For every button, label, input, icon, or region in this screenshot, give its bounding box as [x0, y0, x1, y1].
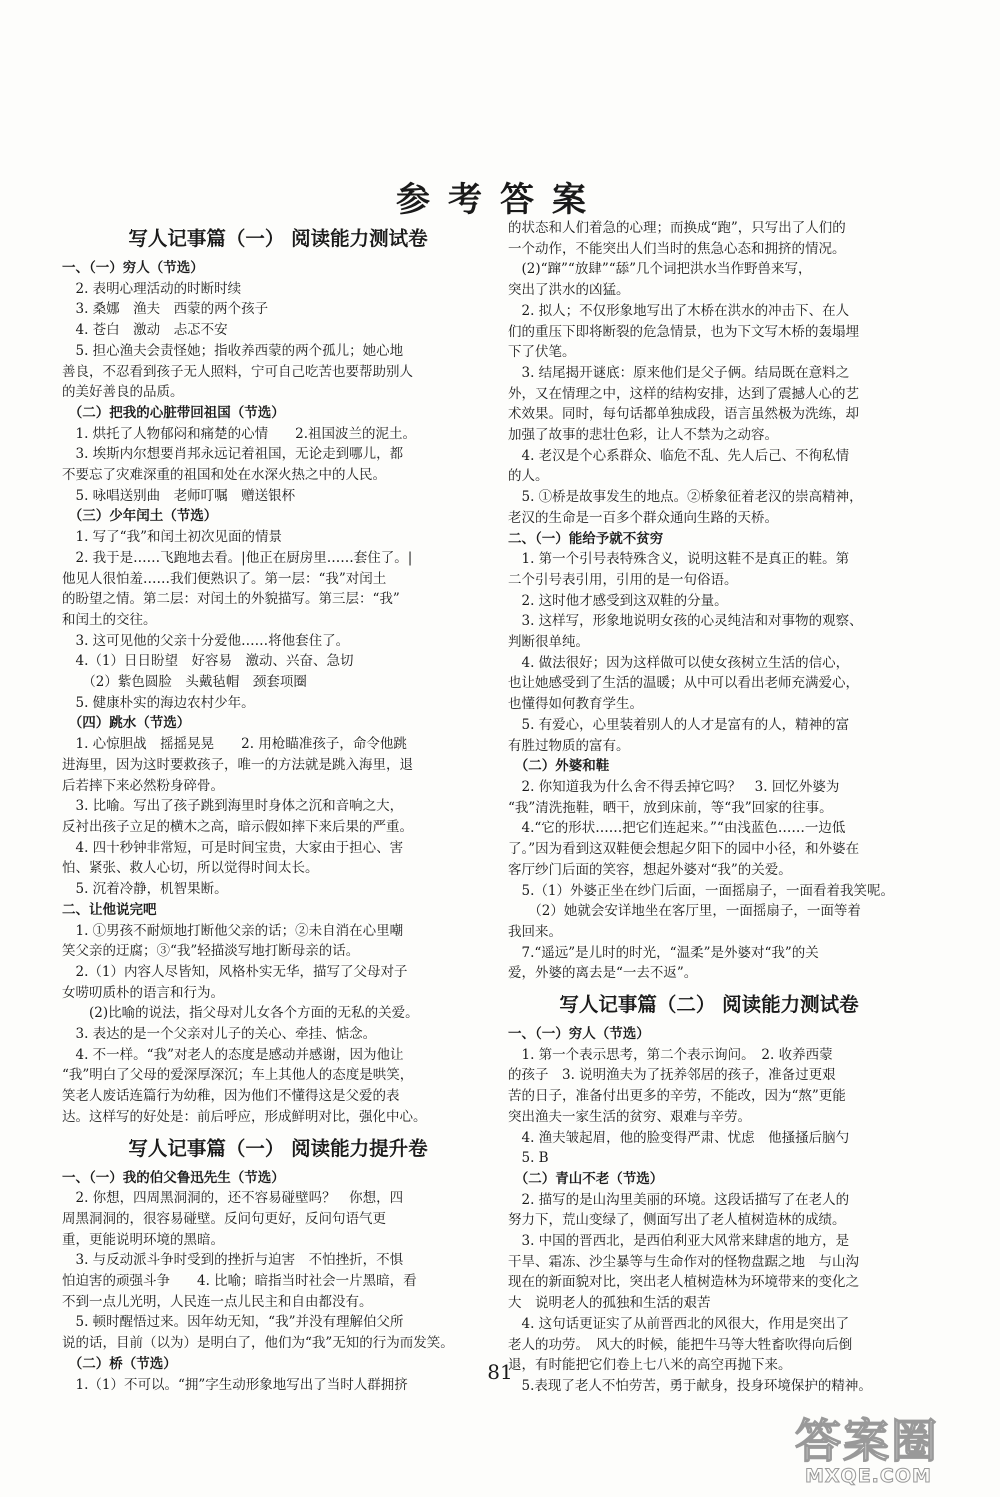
answer-line: 4. 四十秒钟非常短，可是时间宝贵，大家由于担心、害	[62, 839, 404, 856]
answer-line: 有胜过物质的富有。	[508, 737, 630, 754]
answer-line: 3. 表达的是一个父亲对儿子的关心、牵挂、惦念。	[62, 1026, 377, 1043]
answer-line: 们的重压下即将断裂的危急情景，也为下文写木桥的轰塌埋	[508, 323, 859, 340]
answer-line: 5. 沉着冷静，机智果断。	[62, 881, 228, 898]
answer-line: 怕、紧张、救人心切，所以觉得时间太长。	[62, 860, 319, 877]
left-column	[62, 218, 494, 1395]
answer-line: 的人。	[508, 468, 549, 485]
answer-line: 4.（1）日日盼望 好容易 激动、兴奋、急切	[62, 653, 354, 670]
answer-line: 1. 第一个引号表特殊含义，说明这鞋不是真正的鞋。第	[508, 551, 850, 568]
answer-line: 2.（1）内容人尽皆知，风格朴实无华，描写了父母对子	[62, 963, 408, 980]
answer-line: 也让她感受到了生活的温暖；从中可以看出老师充满爱心，	[508, 675, 859, 692]
subsection-heading: （二）青山不老（节选）	[508, 1170, 664, 1187]
answer-line: 5. 健康朴实的海边农村少年。	[62, 694, 255, 711]
answer-line: 突出渔夫一家生活的贫穷、艰难与辛劳。	[508, 1108, 751, 1125]
watermark-url: MXQE.COM	[805, 1465, 932, 1487]
subsection-heading: 一、（一）我的伯父鲁迅先生（节选）	[62, 1169, 285, 1186]
answer-line: 3. 结尾揭开谜底：原来他们是父子俩。结局既在意料之	[508, 364, 850, 381]
answer-line: 3. 中国的晋西北，是西伯利亚大风常来肆虐的地方，是	[508, 1233, 850, 1250]
answer-line: 达。这样写的好处是：前后呼应，形成鲜明对比，强化中心。	[62, 1108, 427, 1125]
answer-line: 5.（1）外婆正坐在纱门后面，一面摇扇子，一面看着我笑呢。	[508, 882, 894, 899]
answer-line: 1. 第一个表示思考，第二个表示询问。 2. 收养西蒙	[508, 1046, 833, 1063]
subsection-heading: （二）外婆和鞋	[508, 758, 610, 775]
answer-line: 苦的日子，准备付出更多的辛劳，不能改，因为“熬”更能	[508, 1088, 846, 1105]
answer-line: 努力下，荒山变绿了，侧面写出了老人植树造林的成绩。	[508, 1212, 846, 1229]
answer-line: （2）紫色圆脸 头戴毡帽 颈套项圈	[62, 674, 307, 691]
answer-line: 笑老人废话连篇行为幼稚，因为他们不懂得这是父爱的表	[62, 1088, 400, 1105]
subsection-heading: （二）桥（节选）	[62, 1355, 177, 1372]
answer-line: 1. 写了“我”和闰土初次见面的情景	[62, 529, 282, 546]
section-heading: 写人记事篇（一） 阅读能力测试卷	[128, 227, 428, 250]
answer-line: 2. 这时他才感受到这双鞋的分量。	[508, 592, 728, 609]
answer-line: 2. 表明心理活动的时断时续	[62, 280, 242, 297]
answer-line: 2. 你想，四周黑洞洞的，还不容易碰壁吗？ 你想，四	[62, 1190, 404, 1207]
answer-line: 4.“它的形状……把它们连起来。”“由浅蓝色……一边低	[508, 820, 846, 837]
answer-line: 的盼望之情。第二层：对闰土的外貌描写。第三层：“我”	[62, 591, 400, 608]
answer-line: 也懂得如何教育学生。	[508, 696, 643, 713]
answer-line: 女唠叨质朴的语言和行为。	[62, 984, 224, 1001]
answer-line: 5. ①桥是故事发生的地点。②桥象征着老汉的崇高精神，	[508, 489, 863, 506]
answer-line: 加强了故事的悲壮色彩，让人不禁为之动容。	[508, 427, 778, 444]
answer-line: 4. 苍白 激动 忐忑不安	[62, 322, 228, 339]
watermark-logo	[795, 1405, 995, 1491]
answer-line: 3. 这样写，形象地说明女孩的心灵纯洁和对事物的观察、	[508, 613, 863, 630]
answer-line: （2）她就会安详地坐在客厅里，一面摇扇子，一面等着	[508, 903, 861, 920]
answer-line: 笑父亲的迂腐；③“我”轻描淡写地打断母亲的话。	[62, 943, 360, 960]
answer-line: 老汉的生命是一百多个群众通向生路的天桥。	[508, 509, 778, 526]
answer-line: 善良，不忍看到孩子无人照料，宁可自己吃苦也要帮助别人	[62, 363, 413, 380]
answer-line: (2)比喻的说法，指父母对儿女各个方面的无私的关爱。	[62, 1005, 419, 1022]
answer-line: 3. 这可见他的父亲十分爱他……将他套住了。	[62, 632, 350, 649]
answer-line: 重，更能说明环境的黑暗。	[62, 1231, 224, 1248]
answer-line: (2)“蹿”“放肆”“舔”几个词把洪水当作野兽来写，	[508, 261, 812, 278]
answer-line: 周黑洞洞的，很容易碰壁。反问句更好，反问句语气更	[62, 1210, 386, 1227]
subsection-heading: 一、（一）穷人（节选）	[508, 1026, 650, 1043]
answer-line: 了。”因为看到这双鞋便会想起夕阳下的园中小径，和外婆在	[508, 841, 860, 858]
answer-line: 1. 烘托了人物郁闷和痛楚的心情 2.祖国波兰的泥土。	[62, 425, 417, 442]
answer-line: 1. ①男孩不耐烦地打断他父亲的话；②未自消在心里嘲	[62, 922, 404, 939]
answer-line: 后若摔下来必然粉身碎骨。	[62, 777, 224, 794]
answer-line: 2. 描写的是山沟里美丽的环境。这段话描写了在老人的	[508, 1191, 850, 1208]
answer-line: 2. 拟人；不仅形象地写出了木桥在洪水的冲击下、在人	[508, 302, 850, 319]
answer-line: 的状态和人们着急的心理；而换成“跑”，只写出了人们的	[508, 220, 846, 236]
answer-line: 他见人很怕羞……我们便熟识了。第一层：“我”对闰土	[62, 570, 387, 587]
subsection-heading: 一、（一）穷人（节选）	[62, 260, 204, 276]
watermark-logo-text: 答案圈	[795, 1414, 939, 1468]
answer-line: 7.“遥远”是儿时的时光，“温柔”是外婆对“我”的关	[508, 944, 819, 961]
answer-line: 和闰土的交往。	[62, 611, 157, 628]
answer-line: 不到一点儿光明，人民连一点儿民主和自由都没有。	[62, 1293, 373, 1310]
answer-line: 退，有时能把它们卷上七八米的高空再抛下来。	[508, 1357, 792, 1374]
answer-line: 反衬出孩子立足的横木之高，暗示假如摔下来后果的严重。	[62, 818, 413, 835]
answer-line: 1.（1）不可以。“拥”字生动形象地写出了当时人群拥挤	[62, 1376, 408, 1393]
section-heading: 写人记事篇（二） 阅读能力测试卷	[559, 993, 859, 1017]
answer-line: 3. 与反动派斗争时受到的挫折与迫害 不怕挫折，不惧	[62, 1252, 404, 1269]
answer-line: 爱，外婆的离去是“一去不返”。	[508, 965, 698, 982]
answer-line: 判断很单纯。	[508, 634, 589, 651]
answer-line: 说的话，目前（以为）是明白了，他们为“我”无知的行为而发笑。	[62, 1335, 454, 1352]
answer-line: 5. 咏唱送别曲 老师叮嘱 赠送银杯	[62, 487, 296, 504]
subsection-heading: 二、让他说完吧	[62, 901, 157, 918]
answer-line: 干旱、霜冻、沙尘暴等与生命作对的怪物盘踞之地 与山沟	[508, 1253, 859, 1270]
answer-line: 怕迫害的顽强斗争 4. 比喻；暗指当时社会一片黑暗，看	[62, 1273, 417, 1290]
answer-line: 一个动作，不能突出人们当时的焦急心态和拥挤的情况。	[508, 240, 846, 257]
answer-line: 的美好善良的品质。	[62, 384, 184, 401]
answer-line: 突出了洪水的凶猛。	[508, 282, 630, 299]
answer-line: 老人的功劳。 风大的时候，能把牛马等大牲畜吹得向后倒	[508, 1336, 853, 1353]
answer-line: 5. B	[508, 1150, 549, 1167]
answer-line: 4. 老汉是个心系群众、临危不乱、先人后己、不徇私情	[508, 447, 850, 464]
answer-line: 外，又在情理之中，这样的结构安排，达到了震撼人心的艺	[508, 385, 859, 402]
answer-line: 不要忘了灾难深重的祖国和处在水深火热之中的人民。	[62, 467, 386, 484]
answer-line: “我”明白了父母的爱深厚深沉；车上其他人的态度是哄笑，	[62, 1067, 414, 1084]
answer-line: 客厅纱门后面的笑容，想起外婆对“我”的关爱。	[508, 861, 792, 878]
answer-line: 1. 心惊胆战 摇摇晃晃 2. 用枪瞄准孩子，命令他跳	[62, 736, 407, 753]
answer-line: 术效果。同时，每句话都单独成段，语言虽然极为洗练，却	[508, 406, 859, 423]
answer-line: 2. 我于是……飞跑地去看。|他正在厨房里……套住了。|	[62, 549, 413, 566]
answer-line: 5. 有爱心，心里装着别人的人才是富有的人，精神的富	[508, 716, 850, 733]
answer-line: 大 说明老人的孤独和生活的艰苦	[508, 1295, 711, 1312]
answer-line: “我”清洗拖鞋，晒干，放到床前，等“我”回家的往事。	[508, 799, 833, 816]
right-column	[508, 218, 910, 1397]
answer-line: 5.表现了老人不怕劳苦，勇于献身，投身环境保护的精神。	[508, 1377, 872, 1394]
subsection-heading: （三）少年闰土（节选）	[62, 508, 218, 525]
answer-line: 5. 担心渔夫会责怪她；指收养西蒙的两个孤儿；她心地	[62, 342, 404, 359]
answer-line: 3. 比喻。写出了孩子跳到海里时身体之沉和音响之大，	[62, 798, 404, 815]
page-title: 参考答案	[396, 180, 604, 220]
answer-line: 5. 顿时醒悟过来。因年幼无知，“我”并没有理解伯父所	[62, 1314, 404, 1331]
answer-line: 4. 这句话更证实了从前晋西北的风很大，作用是突出了	[508, 1315, 850, 1332]
answer-line: 3. 埃斯内尔想要肖邦永远记着祖国，无论走到哪儿，都	[62, 446, 404, 463]
answer-line: 2. 你知道我为什么舍不得丢掉它吗？ 3. 回忆外婆为	[508, 778, 840, 795]
section-heading: 写人记事篇（一） 阅读能力提升卷	[128, 1136, 428, 1160]
answer-line: 下了伏笔。	[508, 344, 576, 361]
answer-line: 的孩子 3. 说明渔夫为了抚养邻居的孩子，准备过更艰	[508, 1067, 836, 1084]
subsection-heading: （四）跳水（节选）	[62, 715, 191, 732]
answer-line: 我回来。	[508, 923, 562, 940]
answer-line: 4. 做法很好；因为这样做可以使女孩树立生活的信心，	[508, 654, 850, 671]
page-number: 81	[487, 1360, 513, 1384]
answer-line: 现在的新面貌对比，突出老人植树造林为环境带来的变化之	[508, 1274, 859, 1291]
subsection-heading: （二）把我的心脏带回祖国（节选）	[62, 404, 285, 421]
answer-line: 4. 不一样。“我”对老人的态度是感动并感谢，因为他让	[62, 1046, 404, 1063]
answer-line: 3. 桑娜 渔夫 西蒙的两个孩子	[62, 301, 269, 318]
answer-line: 4. 渔夫皱起眉，他的脸变得严肃、忧虑 他搔搔后脑勺	[508, 1129, 850, 1146]
answer-line: 二个引号表引用，引用的是一句俗语。	[508, 571, 738, 588]
subsection-heading: 二、（一）能给予就不贫穷	[508, 530, 664, 547]
answer-line: 进海里，因为这时要救孩子，唯一的方法就是跳入海里，退	[62, 756, 413, 773]
